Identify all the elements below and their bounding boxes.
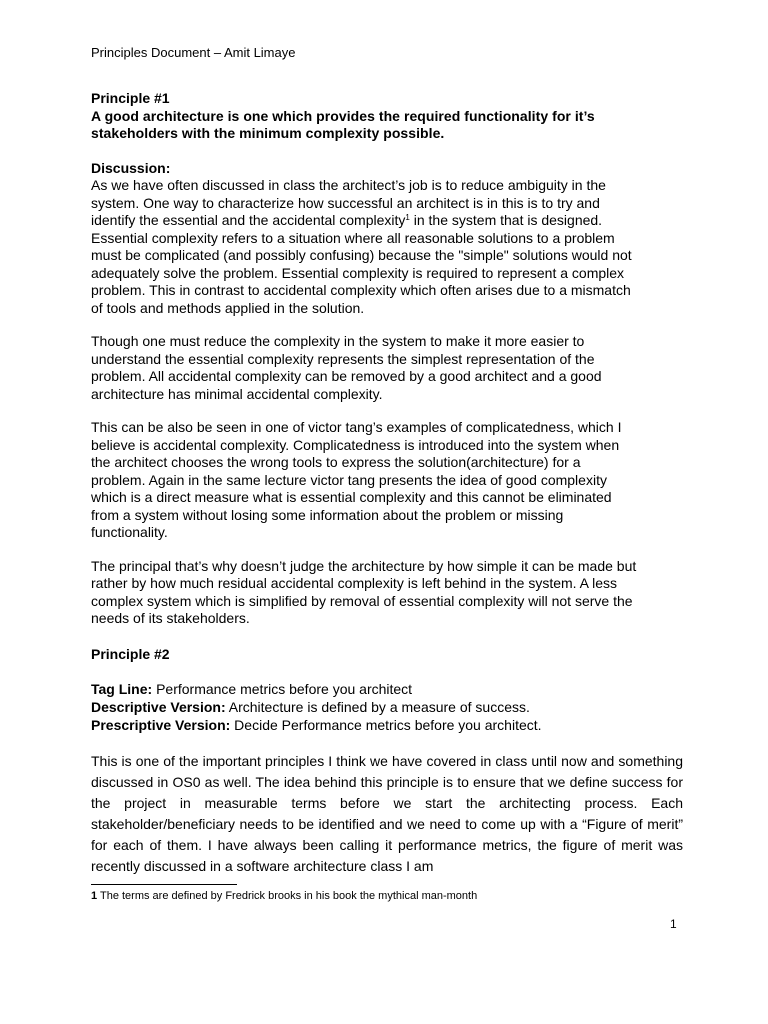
descriptive-version: [91, 698, 683, 716]
text-line: understand the essential complexity represents the simplest representation of the: [91, 350, 595, 367]
descriptive-version-text: Architecture is defined by a measure of success.: [225, 699, 530, 715]
discussion-paragraph-2: [91, 333, 683, 403]
text-line: Though one must reduce the complexity in the system to make it more easier to: [91, 333, 585, 349]
statement-line: A good architecture is one which provides the required functionality for it’s: [91, 107, 595, 124]
principle-1-title: Principle #1: [91, 90, 170, 106]
discussion-paragraph-1: [91, 177, 683, 317]
footnote-mark: 1: [91, 890, 98, 902]
tag-line: [91, 680, 683, 698]
text-line: identify the essential and the accidental complexity: [91, 212, 406, 228]
footnote: [91, 889, 477, 903]
text-line: must be complicated (and possibly confusing) because the "simple" solutions would not: [91, 247, 632, 263]
text-line: needs of its stakeholders.: [91, 610, 250, 626]
text-line: rather by how much residual accidental complexity is left behind in the system. A less: [91, 575, 618, 591]
text-line: This can be also be seen in one of victor tang’s examples of complicatedness, which I: [91, 419, 622, 435]
footnote-reference[interactable]: 1: [405, 213, 410, 222]
text-line: problem. All accidental complexity can be removed by a good architect and a good: [91, 368, 602, 384]
text-line: problem. Again in the same lecture victor tang presents the idea of good complexity: [91, 471, 607, 488]
prescriptive-version: [91, 716, 683, 734]
prescriptive-version-text: Decide Performance metrics before you architect.: [230, 717, 542, 733]
text-line: complex system which is simplified by removal of essential complexity will not serve the: [91, 592, 633, 609]
text-line: believe is accidental complexity. Complicatedness is introduced into the system when: [91, 436, 620, 453]
discussion-heading: Discussion:: [91, 159, 171, 176]
text-line: architecture has minimal accidental complexity.: [91, 385, 383, 402]
page-header: Principles Document – Amit Limaye: [91, 45, 296, 60]
text-line: from a system without losing some information about the problem or missing: [91, 506, 564, 523]
descriptive-version-label: Descriptive Version:: [91, 699, 226, 715]
discussion-paragraph-3: [91, 419, 683, 542]
page-number: 1: [670, 917, 677, 931]
text-line: Essential complexity refers to a situation where all reasonable solutions to a problem: [91, 229, 615, 246]
text-line: which is a direct measure what is essential complexity and this cannot be eliminated: [91, 489, 612, 505]
text-line: of tools and methods applied in the solution.: [91, 299, 365, 316]
footnote-text: The terms are defined by Fredrick brooks in his book the mythical man-month: [97, 890, 478, 902]
text-line: functionality.: [91, 524, 168, 540]
text-line: problem. This in contrast to accidental complexity which often arises due to a mismatch: [91, 282, 631, 298]
statement-line: stakeholders with the minimum complexity possible.: [91, 125, 445, 141]
principle-1-statement: [91, 108, 683, 143]
prescriptive-version-label: Prescriptive Version:: [91, 717, 231, 733]
text-line: adequately solve the problem. Essential complexity is required to represent a complex: [91, 264, 625, 281]
tag-line-text: Performance metrics before you architect: [152, 681, 413, 697]
principle-2-body: This is one of the important principles I think we have covered in class until now and something discussed in OS0 as well. The idea behind this principle is to ensure that we define success for the project in measurable terms before we start the architecting process. Each stakeholder/beneficiary needs to be identified and we need to come up with a “Figure of merit” for each of them. I have always been calling it performance metrics, the figure of merit was recently discussed in a software architecture class I am: [91, 753, 683, 874]
text-line: As we have often discussed in class the architect’s job is to reduce ambiguity in the: [91, 177, 606, 193]
principle-2-versions: [91, 680, 683, 734]
document-body: [91, 90, 683, 877]
footnote-separator: [91, 884, 237, 885]
text-line: the architect chooses the wrong tools to express the solution(architecture) for a: [91, 454, 581, 470]
principle-2-title: Principle #2: [91, 645, 170, 662]
text-line: system. One way to characterize how successful an architect is in this is to try and: [91, 194, 600, 211]
tag-line-label: Tag Line:: [91, 681, 153, 697]
discussion-paragraph-4: [91, 558, 683, 628]
text-line: in the system that is designed.: [409, 212, 603, 228]
text-line: The principal that’s why doesn’t judge the architecture by how simple it can be made but: [91, 557, 637, 574]
